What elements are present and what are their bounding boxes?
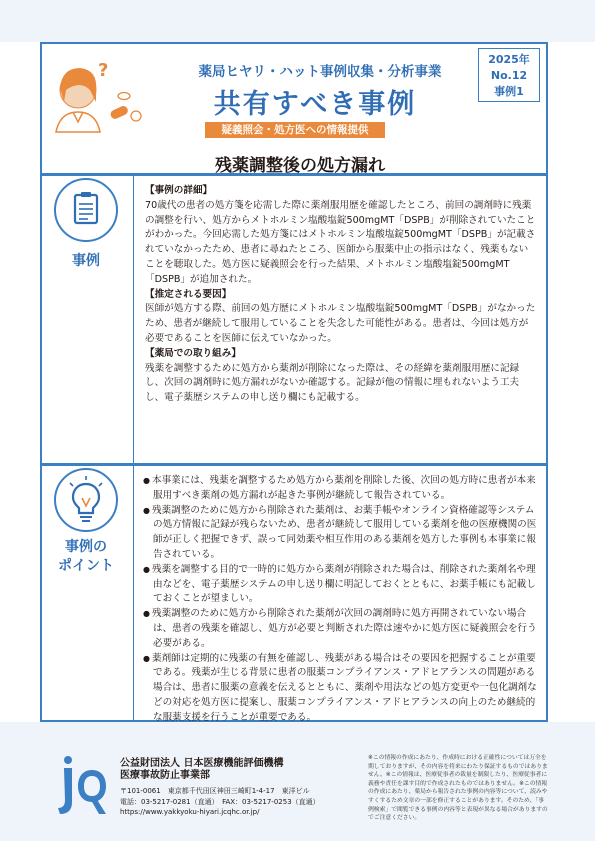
pharmacist-illustration	[52, 50, 152, 168]
divider-points-column	[133, 465, 134, 720]
category-badge: 疑義照会・処方医への情報提供	[205, 122, 385, 138]
org-address: 〒101-0061 東京都千代田区神田三崎町1-4-17 東洋ビル	[120, 787, 310, 795]
divider-sections	[40, 463, 548, 466]
case-content	[145, 184, 537, 406]
clipboard-icon	[56, 180, 116, 240]
jq-logo-mark	[52, 752, 112, 822]
list-item: ● 残薬調整のために処方から削除された薬剤は、お薬手帳やオンライン資格確認等システムの処方情報に記録が残らないため、患者が継続して服用している薬剤を他の医療機関の医師が正しく把握できず、誤って同効薬や相互作用のある薬剤を処方した事例も本事業に報告されている。	[143, 504, 537, 563]
list-item: ● 残薬を調整する目的で一時的に処方から薬剤が削除された場合は、削除された薬剤名や理由などを、電子薬歴システムの申し送り欄に明記しておくとともに、お薬手帳にも記載しておくことが望ましい。	[143, 563, 537, 607]
issue-number: No.12	[490, 69, 528, 82]
detail-text: 70歳代の患者の処方箋を応需した際に薬剤服用歴を確認したところ、前回の調剤時に残薬の調整を行い、処方からメトホルミン塩酸塩錠500mgMT「DSPB」が削除されていたことがわかった。今回応需した処方箋にはメトホルミン塩酸塩錠500mgMT「DSPB」が記載されていなかったため、患者に尋ねたところ、医師から服薬中止の指示はなく、残薬もないことを聴取した。処方医に疑義照会を行った結果、メトホルミン塩酸塩錠500mgMT「DSPB」が追加された。	[145, 199, 536, 285]
list-item: ● 残薬調整のために処方から削除された薬剤が次回の調剤時に処方再開されていない場合は、患者の残薬を確認し、処方が必要と判断された際は速やかに処方医に疑義照会を行う必要がある。	[143, 607, 537, 651]
point-icon-circle	[54, 468, 118, 532]
lightbulb-icon	[56, 470, 116, 530]
case-number: 事例1	[494, 85, 524, 98]
case-icon-circle	[54, 178, 118, 242]
detail-heading: 【事例の詳細】	[145, 185, 213, 196]
cause-text: 医師が処方する際、前回の処方歴にメトホルミン塩酸塩錠500mgMT「DSPB」がなかったため、患者が継続して服用していることを失念した可能性がある。患者は、今回は処方が必要であることを医師に伝えていなかった。	[145, 303, 536, 344]
points-list	[143, 474, 537, 726]
top-band	[0, 0, 595, 42]
points-content	[143, 474, 537, 726]
issue-box	[478, 48, 540, 102]
org-department: 医療事故防止事業部	[120, 770, 210, 781]
points-section-label	[41, 538, 131, 576]
points-label-line2: ポイント	[58, 558, 114, 574]
case-title: 残薬調整後の処方漏れ	[215, 156, 385, 176]
website-link[interactable]: https://www.yakkyoku-hiyari.jcqhc.or.jp/	[120, 808, 260, 816]
org-phone: 電話：03-5217-0281（直通） FAX：03-5217-0253（直通）	[120, 797, 320, 806]
disclaimer-text: ※この情報の作成にあたり、作成時における正確性については万全を期しておりますが、その内容を将来にわたり保証するものではありません。※この情報は、医療従事者の裁量を制限したり、医療従事者に義務や責任を課す目的で作成されたものではありません。※この情報の作成にあたり、薬局から報告された事例の内容等について、読みやすくするため文章の一部を修正することがあります。そのため、「事例検索」で閲覧できる事例の内容等と表現が異なる場合がありますのでご注意ください。	[368, 755, 548, 822]
jq-logo	[52, 752, 112, 822]
program-subtitle: 薬局ヒヤリ・ハット事例収集・分析事業	[198, 64, 442, 80]
footer-contact	[120, 758, 350, 818]
issue-year: 2025年	[488, 53, 530, 66]
case-section-label: 事例	[72, 253, 100, 269]
measure-heading: 【薬局での取り組み】	[145, 347, 241, 359]
divider-case-column	[133, 175, 134, 463]
list-item: ● 薬剤師は定期的に残薬の有無を確認し、残薬がある場合はその要因を把握することが重要である。残薬が生じる背景に患者の服薬コンプライアンス・アドヒアランスの問題がある場合は、患者に服薬の意義を伝えるとともに、薬剤や用法などの処方変更や一包化調剤などの対応を処方医に提案し、服薬コンプライアンス・アドヒアランスの向上のため継続的な服薬支援を行うことが重要である。	[143, 652, 537, 726]
svg-text:?: ?	[98, 60, 109, 81]
measure-text: 残薬を調整するために処方から薬剤が削除になった際は、その経緯を薬剤服用歴に記録し、次回の調剤時に処方漏れがないか確認する。記録が他の情報に埋もれないよう工夫し、電子薬歴システムの申し送り欄にも記載する。	[145, 362, 520, 404]
page-title: 共有すべき事例	[213, 89, 417, 120]
cause-heading: 【推定される要因】	[145, 288, 232, 300]
org-name: 公益財団法人 日本医療機能評価機構	[120, 758, 284, 769]
list-item: ● 本事業には、残薬を調整するため処方から薬剤を削除した後、次回の処方時に患者が本来服用すべき薬剤の処方漏れが起きた事例が継続して報告されている。	[143, 474, 537, 504]
points-label-line1: 事例の	[65, 539, 107, 555]
